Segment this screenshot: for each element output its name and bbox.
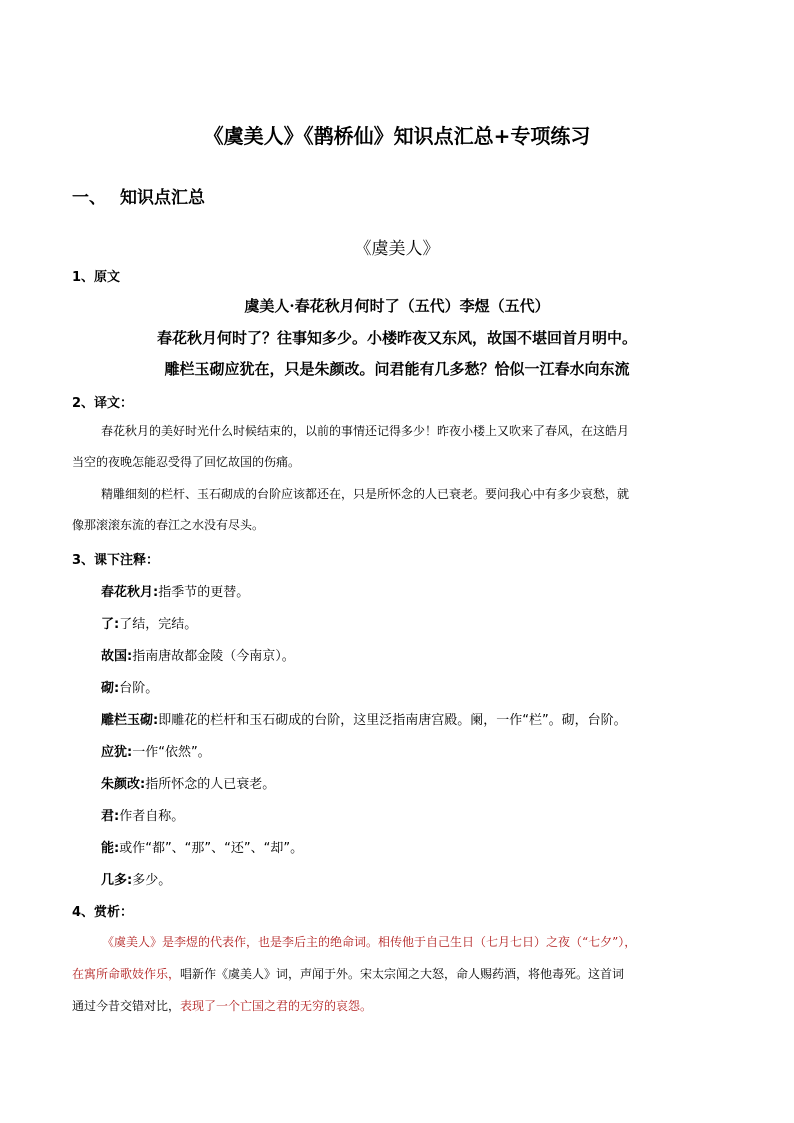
note-item bbox=[101, 677, 158, 696]
appreciation-text-red: 表现了一个亡国之君的无穷的哀怨。 bbox=[180, 999, 373, 1013]
translation-paragraph-1 bbox=[72, 416, 721, 478]
note-item bbox=[101, 869, 171, 888]
poem-title: 《虞美人》 bbox=[354, 239, 440, 259]
note-def: 或作“都”、“那”、“还”、“却”。 bbox=[119, 841, 304, 856]
note-term: 砌: bbox=[101, 681, 120, 696]
note-def: 即雕花的栏杆和玉石砌成的台阶，这里泛指南唐宫殿。阑，一作“栏”。砌，台阶。 bbox=[158, 713, 627, 728]
note-def: 指南唐故都金陵（今南京）。 bbox=[132, 649, 295, 664]
note-def: 指所怀念的人已衰老。 bbox=[145, 777, 276, 792]
section-heading-1 bbox=[72, 183, 205, 208]
subsection-original: 1、原文 bbox=[72, 270, 121, 285]
translation-paragraph-2 bbox=[72, 479, 721, 541]
note-item bbox=[101, 645, 295, 664]
note-term: 几多: bbox=[101, 873, 133, 888]
appreciation-line bbox=[72, 926, 732, 958]
note-item bbox=[101, 709, 627, 728]
note-item bbox=[101, 741, 211, 760]
note-term: 能: bbox=[101, 841, 120, 856]
note-term: 应犹: bbox=[101, 745, 133, 760]
translation-line: 像那滚滚东流的春江之水没有尽头。 bbox=[72, 518, 265, 532]
section-number: 一、 bbox=[72, 188, 106, 208]
note-item bbox=[101, 805, 184, 824]
appreciation-paragraph bbox=[72, 926, 732, 1022]
note-term: 君: bbox=[101, 809, 120, 824]
note-def: 作者自称。 bbox=[119, 809, 185, 824]
note-def: 台阶。 bbox=[119, 681, 159, 696]
note-term: 了: bbox=[101, 617, 120, 632]
note-def: 了结，完结。 bbox=[119, 617, 198, 632]
note-term: 故国: bbox=[101, 649, 133, 664]
poem-heading: 虞美人·春花秋月何时了（五代）李煜（五代） bbox=[244, 297, 550, 315]
note-term: 朱颜改: bbox=[101, 777, 146, 792]
note-def: 一作“依然”。 bbox=[132, 745, 211, 760]
appreciation-text-red: 《虞美人》是李煜的代表作，也是李后主的绝命词。相传他于自己生日（七月七日）之夜（“七夕”）， bbox=[102, 935, 637, 949]
subsection-translation: 2、译文： bbox=[72, 396, 134, 411]
note-item bbox=[101, 837, 303, 856]
note-def: 指季节的更替。 bbox=[158, 585, 250, 600]
appreciation-line bbox=[72, 990, 732, 1022]
note-term: 雕栏玉砌: bbox=[101, 713, 159, 728]
section-label: 知识点汇总 bbox=[120, 188, 205, 208]
appreciation-text-red: 在寓所命歌妓作乐， bbox=[72, 967, 181, 981]
poem-line-1: 春花秋月何时了？往事知多少。小楼昨夜又东风，故国不堪回首月明中。 bbox=[156, 329, 637, 347]
translation-line: 精雕细刻的栏杆、玉石砌成的台阶应该都还在，只是所怀念的人已衰老。要问我心中有多少哀愁，就 bbox=[101, 487, 630, 501]
note-item bbox=[101, 581, 249, 600]
note-def: 多少。 bbox=[132, 873, 172, 888]
poem-line-2: 雕栏玉砌应犹在，只是朱颜改。问君能有几多愁？恰似一江春水向东流 bbox=[164, 360, 630, 378]
translation-line: 当空的夜晚怎能忍受得了回忆故国的伤痛。 bbox=[72, 455, 301, 469]
subsection-appreciation: 4、赏析： bbox=[72, 905, 134, 920]
appreciation-text: 唱新作《虞美人》词，声闻于外。宋太宗闻之大怒，命人赐药酒，将他毒死。这首词 bbox=[180, 967, 625, 981]
page-title: 《虞美人》《鹊桥仙》知识点汇总+专项练习 bbox=[203, 124, 591, 148]
appreciation-text: 通过今昔交错对比， bbox=[72, 999, 181, 1013]
subsection-notes: 3、课下注释： bbox=[72, 553, 160, 568]
appreciation-line bbox=[72, 958, 732, 990]
translation-line: 春花秋月的美好时光什么时候结束的，以前的事情还记得多少！昨夜小楼上又吹来了春风，在这皓月 bbox=[101, 424, 630, 438]
note-item bbox=[101, 773, 275, 792]
note-term: 春花秋月: bbox=[101, 585, 159, 600]
note-item bbox=[101, 613, 197, 632]
